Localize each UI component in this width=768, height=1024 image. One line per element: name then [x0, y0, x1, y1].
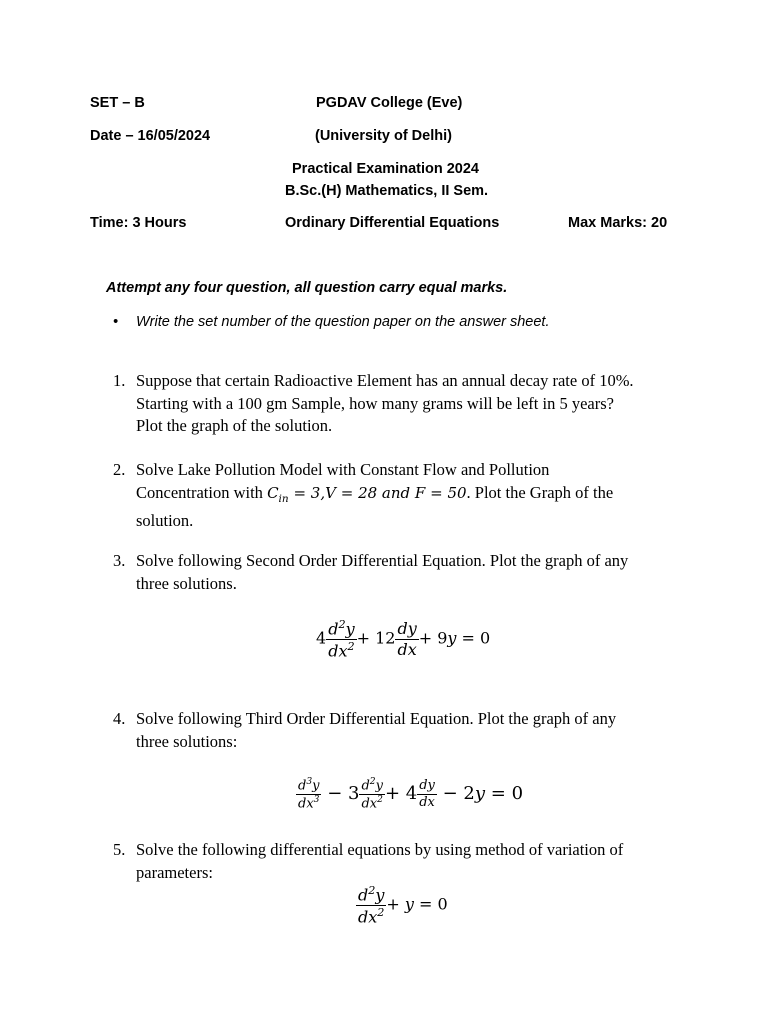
- question-line-prefix: Concentration with: [136, 482, 268, 502]
- question-line: Starting with a 100 gm Sample, how many grams will be left in 5 years?: [136, 393, 614, 413]
- question-line: three solutions:: [136, 731, 238, 751]
- college-name: PGDAV College (Eve): [316, 95, 463, 111]
- set-label: SET – B: [90, 95, 145, 111]
- question-line: Suppose that certain Radioactive Element has an annual decay rate of 10%.: [136, 371, 634, 390]
- university-name: (University of Delhi): [315, 128, 452, 144]
- question-line: Solve the following differential equations by using method of variation of: [136, 840, 624, 859]
- question-number: 5.: [113, 840, 126, 859]
- question-number: 4.: [113, 709, 126, 728]
- pollution-parameters-math: $C_{in} = 3,V = 28$ and F = 50: [267, 483, 467, 505]
- time-allowed: Time: 3 Hours: [90, 215, 187, 231]
- question-number: 2.: [113, 460, 126, 479]
- course-name: B.Sc.(H) Mathematics, II Sem.: [285, 183, 489, 199]
- equation-q3: 4 $\frac{d^2y}{dx^2}$ + 12 $\frac{dy}{dx}$ + 9y = 0: [316, 618, 491, 660]
- max-marks: Max Marks: 20: [568, 215, 668, 231]
- instruction-main: Attempt any four question, all question carry equal marks.: [106, 280, 508, 296]
- question-line: Solve following Third Order Differential Equation. Plot the graph of any: [136, 709, 617, 728]
- question-line-suffix: . Plot the Graph of the: [466, 482, 614, 502]
- question-number: 3.: [113, 551, 126, 570]
- question-line: Solve Lake Pollution Model with Constant Flow and Pollution: [136, 460, 550, 479]
- question-line: parameters:: [136, 862, 213, 882]
- question-line: Plot the graph of the solution.: [136, 416, 333, 435]
- question-number: 1.: [113, 371, 126, 390]
- instruction-bullet: Write the set number of the question paper on the answer sheet.: [136, 314, 550, 330]
- equation-q4: $\frac{d^3y}{dx^3}$ − 3 $\frac{d^2y}{dx^2}$ + 4 $\frac{dy}{dx}$ − 2y = 0: [298, 777, 524, 812]
- question-line: three solutions.: [136, 573, 237, 593]
- instruction-bullet-marker: •: [113, 314, 119, 330]
- exam-date: Date – 16/05/2024: [90, 128, 211, 144]
- question-line: Solve following Second Order Differential Equation. Plot the graph of any: [136, 551, 629, 570]
- question-line: [136, 482, 613, 511]
- exam-title: Practical Examination 2024: [292, 161, 479, 177]
- question-line: solution.: [136, 511, 194, 530]
- equation-q5: $\frac{d^2y}{dx^2}$ + y = 0: [358, 884, 448, 926]
- subject-name: Ordinary Differential Equations: [285, 215, 500, 231]
